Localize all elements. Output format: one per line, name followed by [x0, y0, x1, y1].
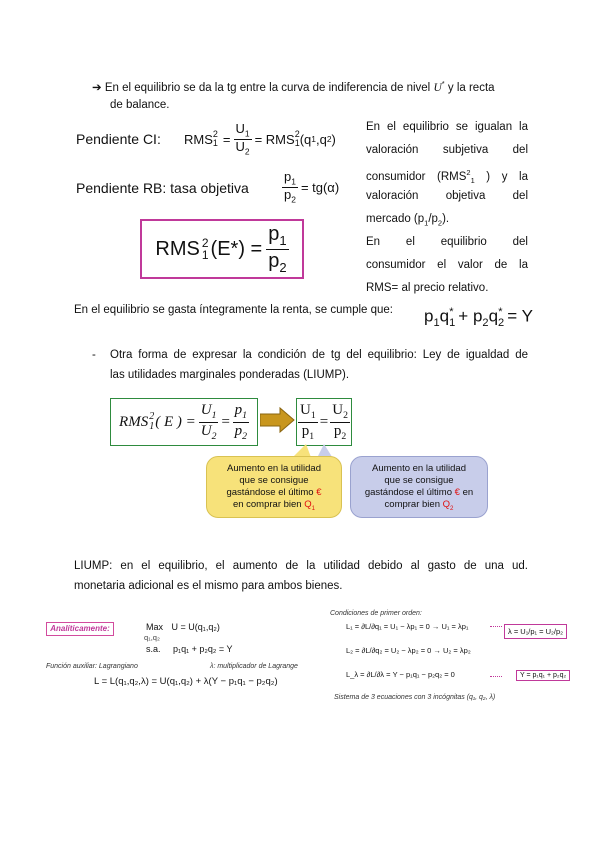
condicion-1: L₁ = ∂L/∂q₁ = U₁ − λp₁ = 0 → U₁ = λp₁ — [346, 622, 469, 631]
funcion-auxiliar: Función auxiliar: Lagrangiano — [46, 663, 138, 670]
y-connector — [490, 676, 502, 677]
pendiente-rb-formula: $\frac{p_1}{p_2}$ = tg(α) — [284, 169, 340, 205]
bubble-yellow: Aumento en la utilidad que se consigue gastándose el último € en comprar bien $Q_1$ — [206, 456, 342, 518]
max-line: Max U = U(q₁,q₂) — [146, 622, 220, 632]
multiplicador-lagrange: λ: multiplicador de Lagrange — [210, 663, 298, 670]
sistema-ecuaciones: Sistema de 3 ecuaciones con 3 incógnitas (q₁, q₂, λ) — [334, 694, 496, 701]
renta-text: En el equilibrio se gasta íntegramente la renta, se cumple que: — [74, 304, 393, 316]
condicion-3: L_λ = ∂L/∂λ = Y − p₁q₁ − p₂q₂ = 0 — [346, 670, 455, 679]
pendiente-ci-formula: RMS 2 1 = $\frac{U_1}{U_2}$ = RMS 2 1 (q 1 ,q 2 ) — [184, 121, 336, 157]
max-subscript: q₁,q₂ — [144, 633, 160, 642]
pendiente-ci-label: Pendiente CI: — [76, 131, 161, 147]
liump-ratio-box: $\frac{U_1}{p_1}$ = $\frac{U_2}{p_2}$ — [296, 398, 352, 446]
right-paragraph: En el equilibrio se igualan la valoración subjetiva del consumidor ($RMS^2_1$ ) y la valoración objetiva del mercado $(p_1/p_2)$. En el equilibrio del consumidor el valor de la RMS= al precio relativo. — [366, 121, 528, 294]
renta-equation: $p_1q_1^* + p_2q_2^* = Y$ — [424, 306, 533, 330]
bullet1-line1: ➔ En el equilibrio se da la tg entre la curva de indiferencia de nivel U* y la recta — [92, 79, 495, 94]
rms-equilibrium-box: RMS 2 1 (E*) = $\frac{p_1}{p_2}$ — [140, 219, 304, 279]
lambda-box: λ = U₁/p₁ = U₂/p₂ — [504, 624, 567, 639]
analiticamente-label: Analíticamente: — [46, 622, 114, 636]
rb-fraction: $\frac{p_1}{p_2}$ — [284, 169, 296, 205]
ci-fraction: $\frac{U_1}{U_2}$ — [235, 121, 250, 157]
right-arrow-icon — [260, 406, 296, 434]
bullet2-dash: - — [92, 349, 96, 361]
bubble-blue: Aumento en la utilidad que se consigue gastándose el último € en comprar bien $Q_2$ — [350, 456, 488, 518]
rms-box-fraction: $\frac{p_1}{p_2}$ — [268, 223, 287, 275]
lambda-connector — [490, 626, 502, 627]
arrow-icon: ➔ — [92, 81, 102, 94]
lagrangiano-eq: L = L(q₁,q₂,λ) = U(q₁,q₂) + λ(Y − p₁q₁ − p₂q₂) — [94, 676, 278, 687]
constraint-line: s.a. p₁q₁ + p₂q₂ = Y — [146, 644, 233, 654]
bullet1-line2: de balance. — [110, 99, 170, 111]
pendiente-rb-label: Pendiente RB: tasa objetiva — [76, 180, 249, 196]
liump-rms-box: RMS 2 1 ( E ) = $\frac{U_1}{U_2}$ = $\frac{p_1}{p_2}$ — [110, 398, 258, 446]
bullet2-text: Otra forma de expresar la condición de tg del equilibrio: Ley de igualdad de las utilidades marginales ponderadas (LIUMP). — [110, 349, 528, 381]
y-box: Y = p₁q₁ + p₂q₂ — [516, 670, 570, 681]
liump-text: LIUMP: en el equilibrio, el aumento de la utilidad debido al gasto de una ud. monetaria adicional es el mismo para ambos bienes. — [74, 560, 528, 592]
condiciones-title: Condiciones de primer orden: — [330, 610, 422, 617]
condicion-2: L₂ = ∂L/∂q₂ = U₂ − λp₂ = 0 → U₂ = λp₂ — [346, 646, 471, 655]
